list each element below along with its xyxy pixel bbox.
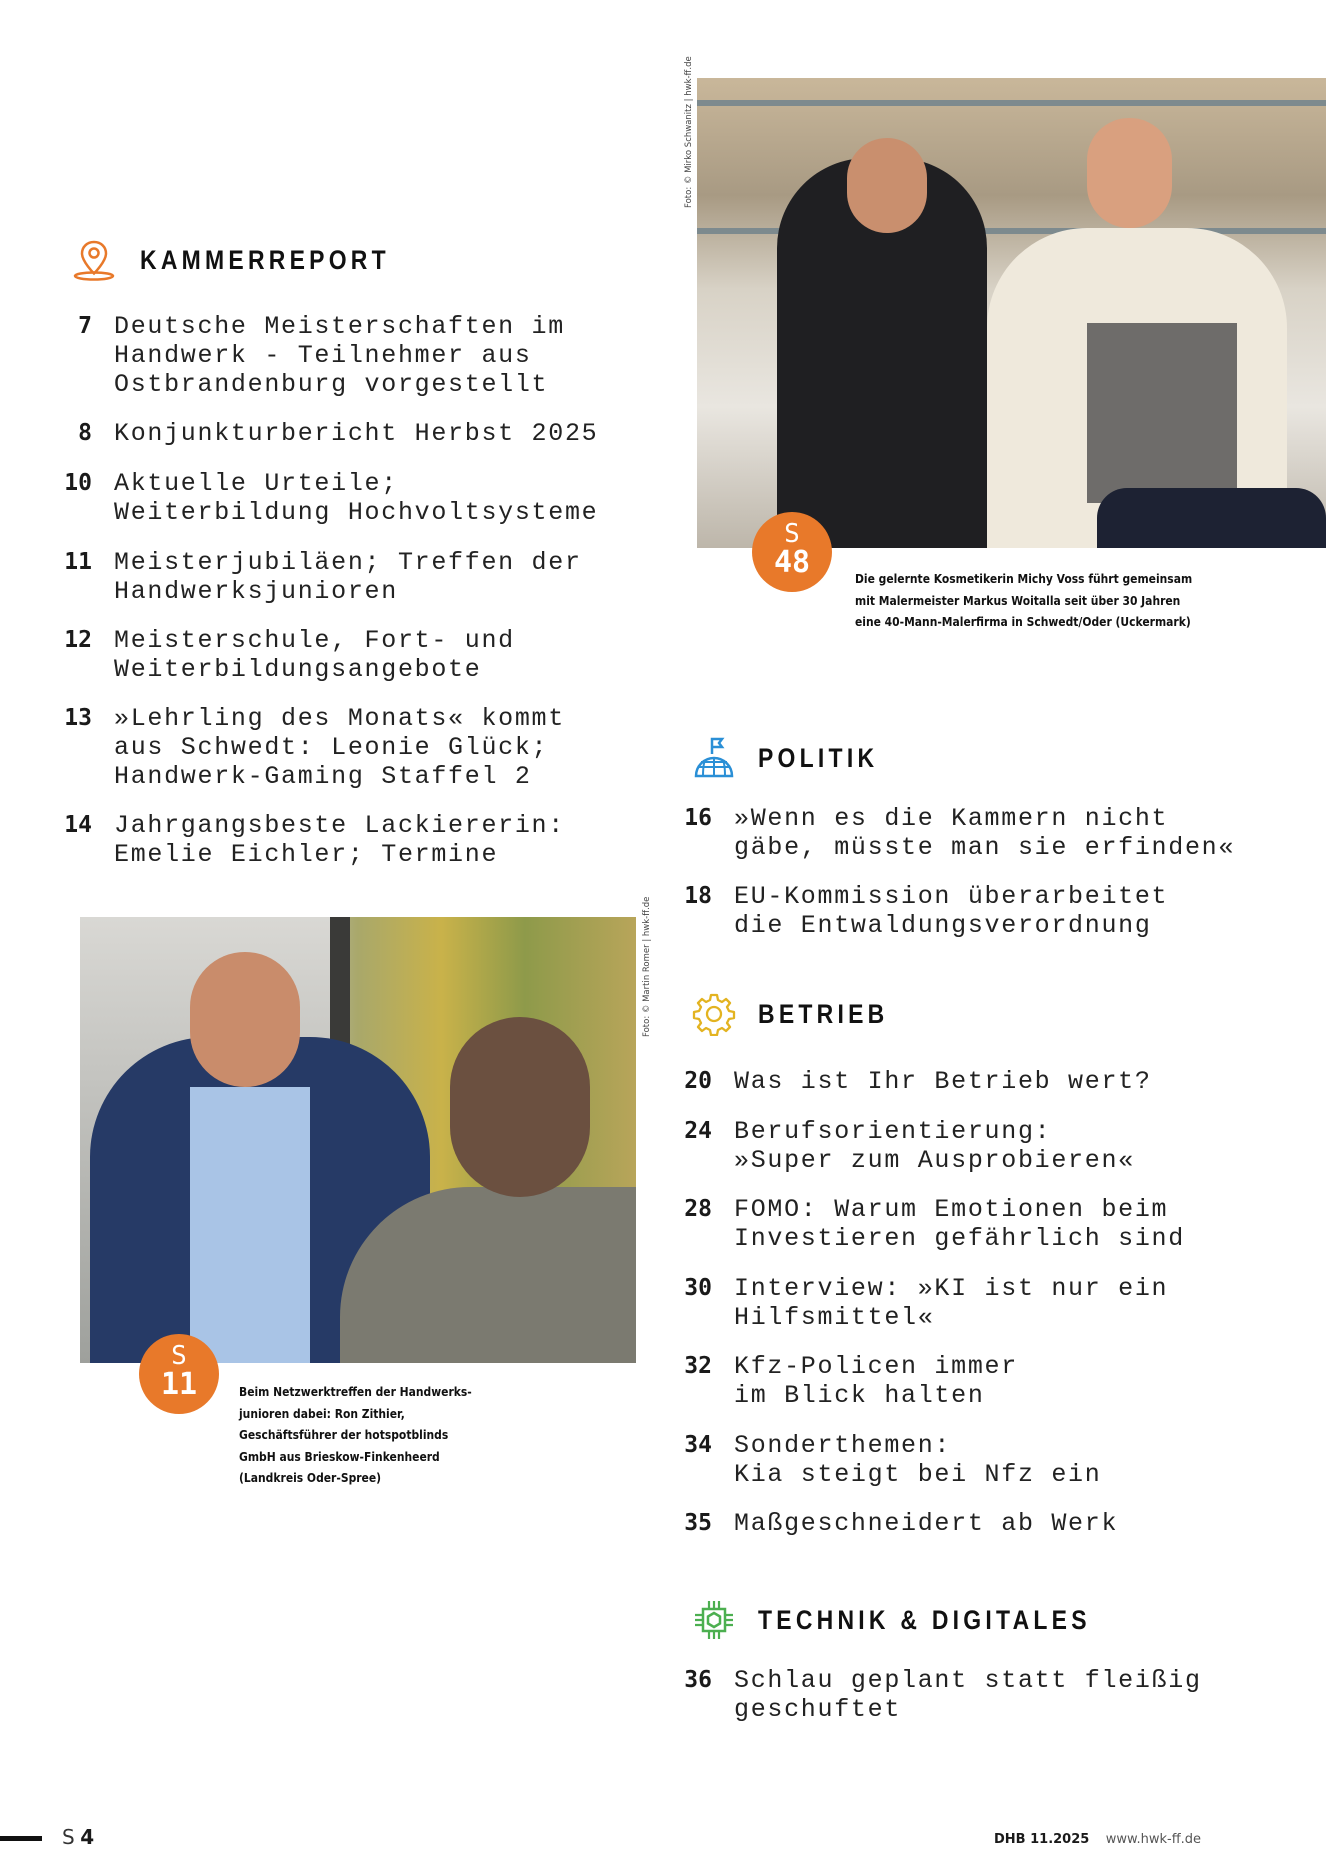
photo-credit: Foto: © Martin Romer | hwk-ff.de — [642, 896, 652, 1037]
photo-caption — [855, 568, 1192, 633]
caption-line: eine 40-Mann-Malerfirma in Schwedt/Oder (Uckermark) — [855, 614, 1191, 629]
section-title: POLITIK — [758, 742, 879, 773]
caption-line: (Landkreis Oder-Spree) — [239, 1470, 382, 1485]
toc-item[interactable] — [652, 1352, 1018, 1410]
toc-page: 35 — [684, 1510, 712, 1536]
toc-page: 16 — [684, 805, 712, 831]
caption-line: Die gelernte Kosmetikerin Michy Voss führt gemeinsam — [855, 571, 1193, 586]
toc-title: Jahrgangsbeste Lackiererin: Emelie Eichler; Termine — [114, 811, 565, 869]
toc-page: 11 — [64, 549, 92, 575]
page-prefix: S — [62, 1825, 75, 1849]
toc-page: 8 — [78, 420, 92, 446]
toc-item[interactable] — [652, 1666, 1202, 1724]
page-number-value: 4 — [80, 1825, 95, 1849]
caption-line: junioren dabei: Ron Zithier, — [239, 1405, 405, 1421]
toc-title: Maßgeschneidert ab Werk — [734, 1509, 1119, 1538]
photo-networking — [80, 917, 636, 1363]
toc-title: Deutsche Meisterschaften im Handwerk - Teilnehmer aus Ostbrandenburg vorgestellt — [114, 312, 565, 399]
toc-item[interactable] — [652, 1067, 1152, 1096]
toc-title: Was ist Ihr Betrieb wert? — [734, 1067, 1152, 1096]
toc-page: 13 — [64, 705, 92, 731]
toc-title: Meisterschule, Fort- und Weiterbildungsangebote — [114, 626, 515, 684]
toc-page: 24 — [684, 1118, 712, 1144]
toc-item[interactable] — [652, 1195, 1185, 1253]
toc-page: 36 — [684, 1667, 712, 1693]
badge-page: 11 — [160, 1367, 198, 1402]
toc-item[interactable] — [652, 882, 1168, 940]
toc-title: Kfz-Policen immer im Blick halten — [734, 1352, 1018, 1410]
footer-right — [994, 1830, 1201, 1848]
caption-line: Geschäftsführer der hotspotblinds — [239, 1427, 449, 1442]
gear-icon — [692, 992, 736, 1036]
section-header-politik — [692, 736, 900, 780]
toc-page: 28 — [684, 1196, 712, 1222]
map-pin-icon — [72, 238, 116, 282]
toc-title: Schlau geplant statt fleißig geschuftet — [734, 1666, 1202, 1724]
caption-line: GmbH aus Brieskow-Finkenheerd — [239, 1448, 440, 1464]
page-badge[interactable] — [139, 1334, 219, 1414]
caption-line: Beim Netzwerktreffen der Handwerks- — [239, 1384, 472, 1399]
photo-painters — [697, 78, 1326, 548]
toc-item[interactable] — [32, 469, 598, 527]
globe-flag-icon — [692, 736, 736, 780]
toc-page: 20 — [684, 1068, 712, 1094]
toc-page: 14 — [64, 812, 92, 838]
toc-item[interactable] — [32, 419, 598, 448]
toc-item[interactable] — [652, 1509, 1118, 1538]
toc-title: EU-Kommission überarbeitet die Entwaldungsverordnung — [734, 882, 1169, 940]
page-number — [62, 1825, 94, 1850]
issue-label: DHB 11.2025 — [994, 1832, 1090, 1847]
section-title: TECHNIK & DIGITALES — [758, 1604, 1091, 1635]
section-title: BETRIEB — [758, 998, 889, 1029]
toc-item[interactable] — [652, 1431, 1101, 1489]
toc-page: 18 — [684, 883, 712, 909]
badge-prefix: S — [171, 1341, 187, 1371]
toc-item[interactable] — [32, 704, 565, 791]
badge-page: 48 — [773, 545, 811, 580]
section-header-kammerreport — [72, 238, 434, 282]
toc-page: 30 — [684, 1275, 712, 1301]
caption-line: mit Malermeister Markus Woitalla seit über 30 Jahren — [855, 592, 1181, 608]
toc-page: 10 — [64, 470, 92, 496]
toc-title: FOMO: Warum Emotionen beim Investieren gefährlich sind — [734, 1195, 1185, 1253]
toc-page: 12 — [64, 627, 92, 653]
photo-credit: Foto: © Mirko Schwanitz | hwk-ff.de — [684, 56, 694, 208]
toc-item[interactable] — [32, 811, 565, 869]
page-badge[interactable] — [752, 512, 832, 592]
toc-item[interactable] — [32, 548, 582, 606]
badge-prefix: S — [784, 519, 800, 549]
toc-title: Meisterjubiläen; Treffen der Handwerksjunioren — [114, 548, 582, 606]
toc-item[interactable] — [32, 626, 515, 684]
chip-icon — [692, 1598, 736, 1642]
toc-item[interactable] — [652, 804, 1235, 862]
photo-caption — [239, 1381, 472, 1489]
toc-title: »Lehrling des Monats« kommt aus Schwedt: Leonie Glück; Handwerk-Gaming Staffel 2 — [114, 704, 565, 791]
toc-page: 32 — [684, 1353, 712, 1379]
toc-title: Aktuelle Urteile; Weiterbildung Hochvoltsysteme — [114, 469, 599, 527]
toc-title: »Wenn es die Kammern nicht gäbe, müsste man sie erfinden« — [734, 804, 1236, 862]
toc-item[interactable] — [32, 312, 565, 399]
toc-page: 7 — [78, 313, 92, 339]
toc-page: 34 — [684, 1432, 712, 1458]
section-header-betrieb — [692, 992, 912, 1036]
toc-item[interactable] — [652, 1274, 1168, 1332]
section-title: KAMMERREPORT — [140, 244, 390, 275]
section-header-technik — [692, 1598, 1150, 1642]
toc-title: Interview: »KI ist nur ein Hilfsmittel« — [734, 1274, 1169, 1332]
toc-item[interactable] — [652, 1117, 1135, 1175]
toc-title: Konjunkturbericht Herbst 2025 — [114, 419, 599, 448]
footer-url[interactable]: www.hwk-ff.de — [1105, 1832, 1202, 1847]
footer-rule — [0, 1836, 42, 1841]
toc-title: Sonderthemen: Kia steigt bei Nfz ein — [734, 1431, 1102, 1489]
toc-title: Berufsorientierung: »Super zum Ausprobieren« — [734, 1117, 1135, 1175]
